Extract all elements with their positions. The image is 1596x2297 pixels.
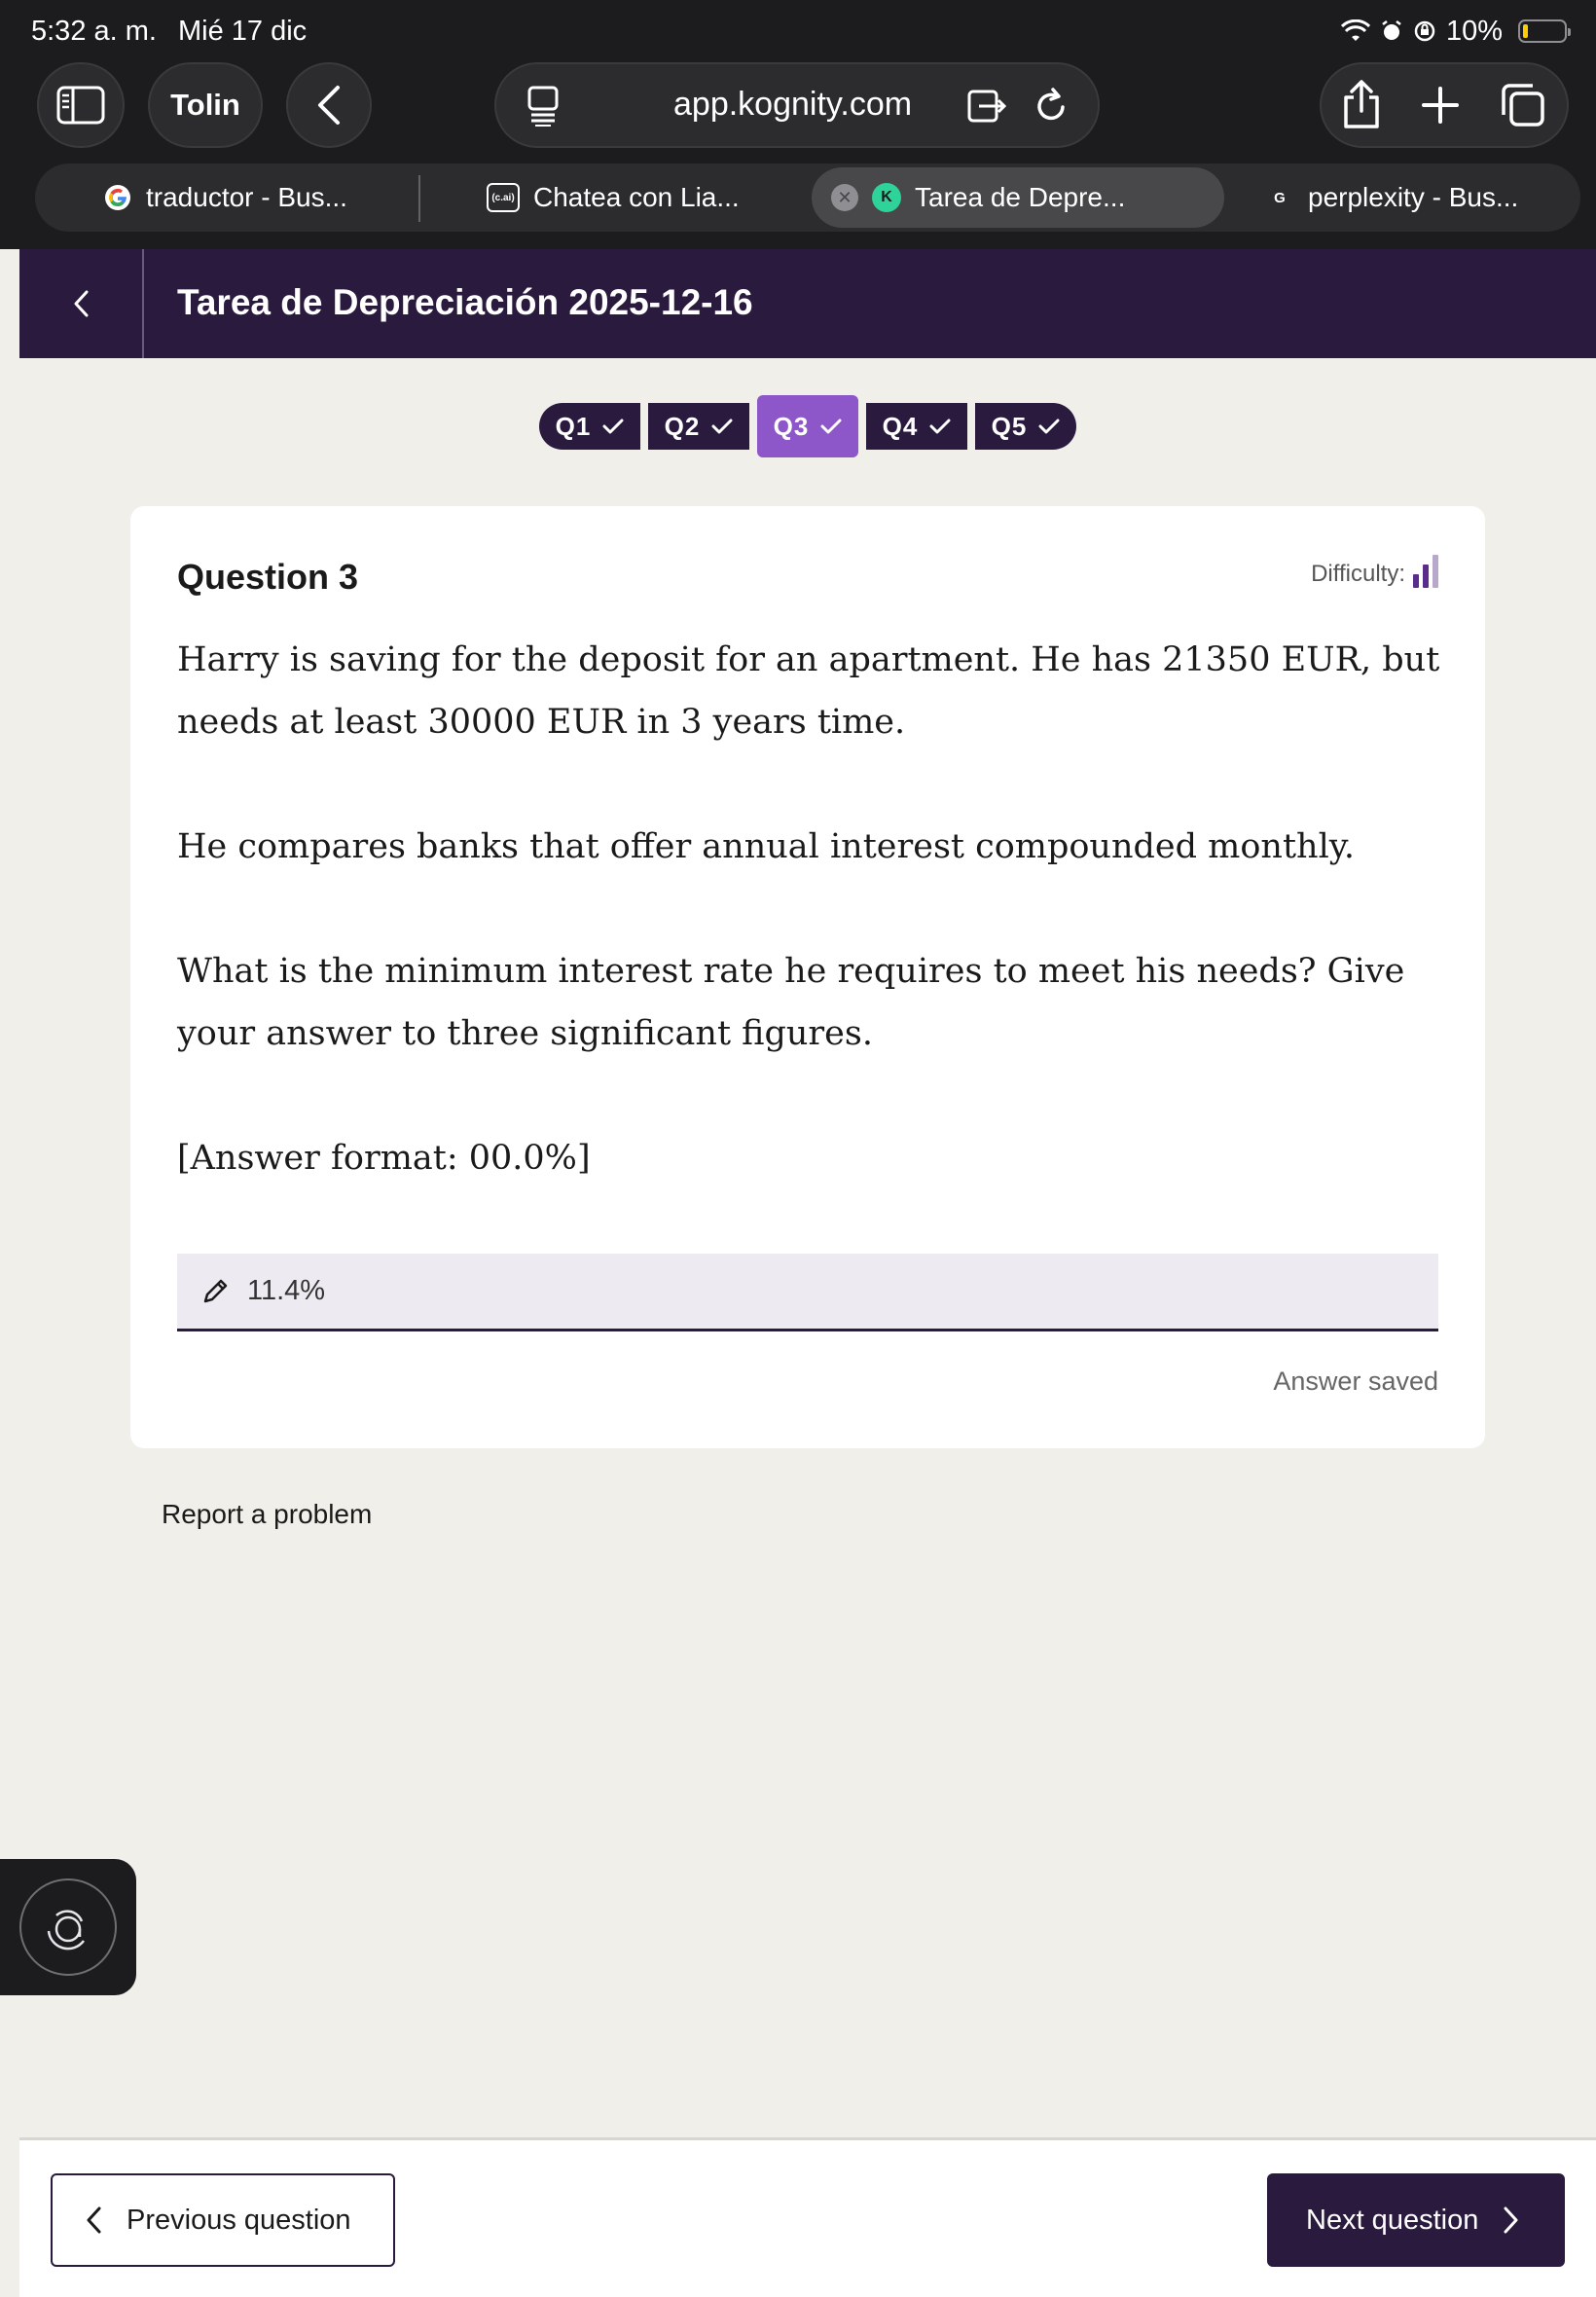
new-tab-icon[interactable]: [1421, 86, 1460, 125]
difficulty-bars-icon: [1413, 555, 1438, 588]
page-title: Tarea de Depreciación 2025-12-16: [177, 282, 753, 322]
browser-actions: [1320, 62, 1569, 148]
assistant-icon: [43, 1902, 93, 1952]
tab-label: Tarea de Depre...: [915, 182, 1126, 212]
question-tab-label: Q1: [555, 411, 592, 441]
profile-button[interactable]: Tolin: [148, 62, 263, 148]
question-nav: [539, 403, 1076, 457]
address-bar[interactable]: [494, 62, 1100, 148]
check-icon: [929, 418, 951, 435]
tab-perplexity[interactable]: [1265, 164, 1518, 232]
question-tab-label: Q4: [882, 411, 919, 441]
bottom-bar: [19, 2137, 1596, 2297]
sidebar-toggle-button[interactable]: [37, 62, 125, 148]
app-header: [19, 249, 1596, 358]
question-paragraph: Harry is saving for the deposit for an apartment. He has 21350 EUR, but needs at least 30000 EUR in 3 years time.: [177, 640, 1440, 742]
question-tab-label: Q2: [664, 411, 701, 441]
question-tab-3[interactable]: [757, 395, 858, 457]
browser-back-button[interactable]: [286, 62, 372, 148]
tab-label: Chatea con Lia...: [533, 182, 740, 212]
tabs-overview-icon[interactable]: [1500, 82, 1546, 128]
status-date: Mié 17 dic: [177, 15, 308, 47]
check-icon: [1038, 418, 1060, 435]
extension-icon[interactable]: [967, 88, 1008, 125]
url-text: app.kognity.com: [673, 86, 913, 123]
status-time: 5:32 a. m.: [31, 15, 157, 47]
answer-value: 11.4%: [247, 1275, 326, 1306]
floating-assistant-button[interactable]: [0, 1859, 136, 1995]
difficulty-indicator: [1311, 555, 1438, 588]
google-icon: [103, 183, 132, 212]
battery-percent: 10%: [1445, 15, 1503, 47]
answer-format-note: [Answer format: 00.0%]: [177, 1139, 591, 1178]
reload-icon[interactable]: [1034, 88, 1069, 125]
pencil-icon: [200, 1277, 230, 1306]
tab-divider: [418, 175, 420, 222]
question-tab-label: Q3: [773, 411, 810, 441]
previous-question-label: Previous question: [127, 2204, 351, 2236]
sidebar-icon: [56, 86, 105, 125]
question-tab-4[interactable]: [866, 403, 967, 450]
tab-label: traductor - Bus...: [146, 182, 347, 212]
chevron-left-icon: [316, 85, 342, 126]
question-card: [130, 506, 1485, 1448]
assignment-back-button[interactable]: [19, 249, 144, 358]
tab-traductor[interactable]: [103, 164, 347, 232]
question-paragraph: What is the minimum interest rate he requires to meet his needs? Give your answer to three significant figures.: [177, 952, 1405, 1053]
character-ai-icon: (c.ai): [487, 183, 520, 212]
previous-question-button[interactable]: [51, 2173, 395, 2267]
tab-tarea-active[interactable]: [812, 167, 1224, 228]
question-title: Question 3: [177, 557, 359, 597]
kognity-icon: K: [872, 183, 901, 212]
perplexity-icon: G: [1274, 189, 1286, 206]
check-icon: [820, 418, 842, 435]
question-tab-label: Q5: [991, 411, 1028, 441]
chevron-right-icon: [1504, 2206, 1519, 2234]
alarm-icon: [1380, 19, 1403, 43]
browser-chrome: [0, 0, 1596, 249]
question-tab-1[interactable]: [539, 403, 640, 450]
answer-saved-status: Answer saved: [1273, 1367, 1438, 1396]
assistant-ring: [19, 1878, 117, 1976]
question-body: [177, 629, 1442, 1252]
tab-label: perplexity - Bus...: [1308, 182, 1519, 212]
share-icon[interactable]: [1342, 80, 1381, 130]
answer-input[interactable]: [177, 1254, 1438, 1331]
question-paragraph: He compares banks that offer annual interest compounded monthly.: [177, 827, 1356, 866]
check-icon: [602, 418, 624, 435]
next-question-button[interactable]: [1267, 2173, 1565, 2267]
question-tab-5[interactable]: [975, 403, 1076, 450]
chevron-left-icon: [73, 290, 89, 317]
report-problem-link[interactable]: Report a problem: [162, 1499, 373, 1529]
question-tab-2[interactable]: [648, 403, 749, 450]
tab-chatea[interactable]: [487, 164, 740, 232]
reader-icon: [526, 86, 561, 127]
battery-icon: [1518, 19, 1567, 43]
tab-strip: [35, 164, 1580, 232]
check-icon: [711, 418, 733, 435]
chevron-left-icon: [86, 2206, 101, 2234]
close-tab-icon[interactable]: ✕: [831, 184, 858, 211]
orientation-lock-icon: [1413, 19, 1436, 43]
status-bar: [31, 12, 1567, 51]
wifi-icon: [1341, 19, 1370, 43]
next-question-label: Next question: [1306, 2204, 1479, 2236]
difficulty-label: Difficulty:: [1311, 561, 1405, 587]
